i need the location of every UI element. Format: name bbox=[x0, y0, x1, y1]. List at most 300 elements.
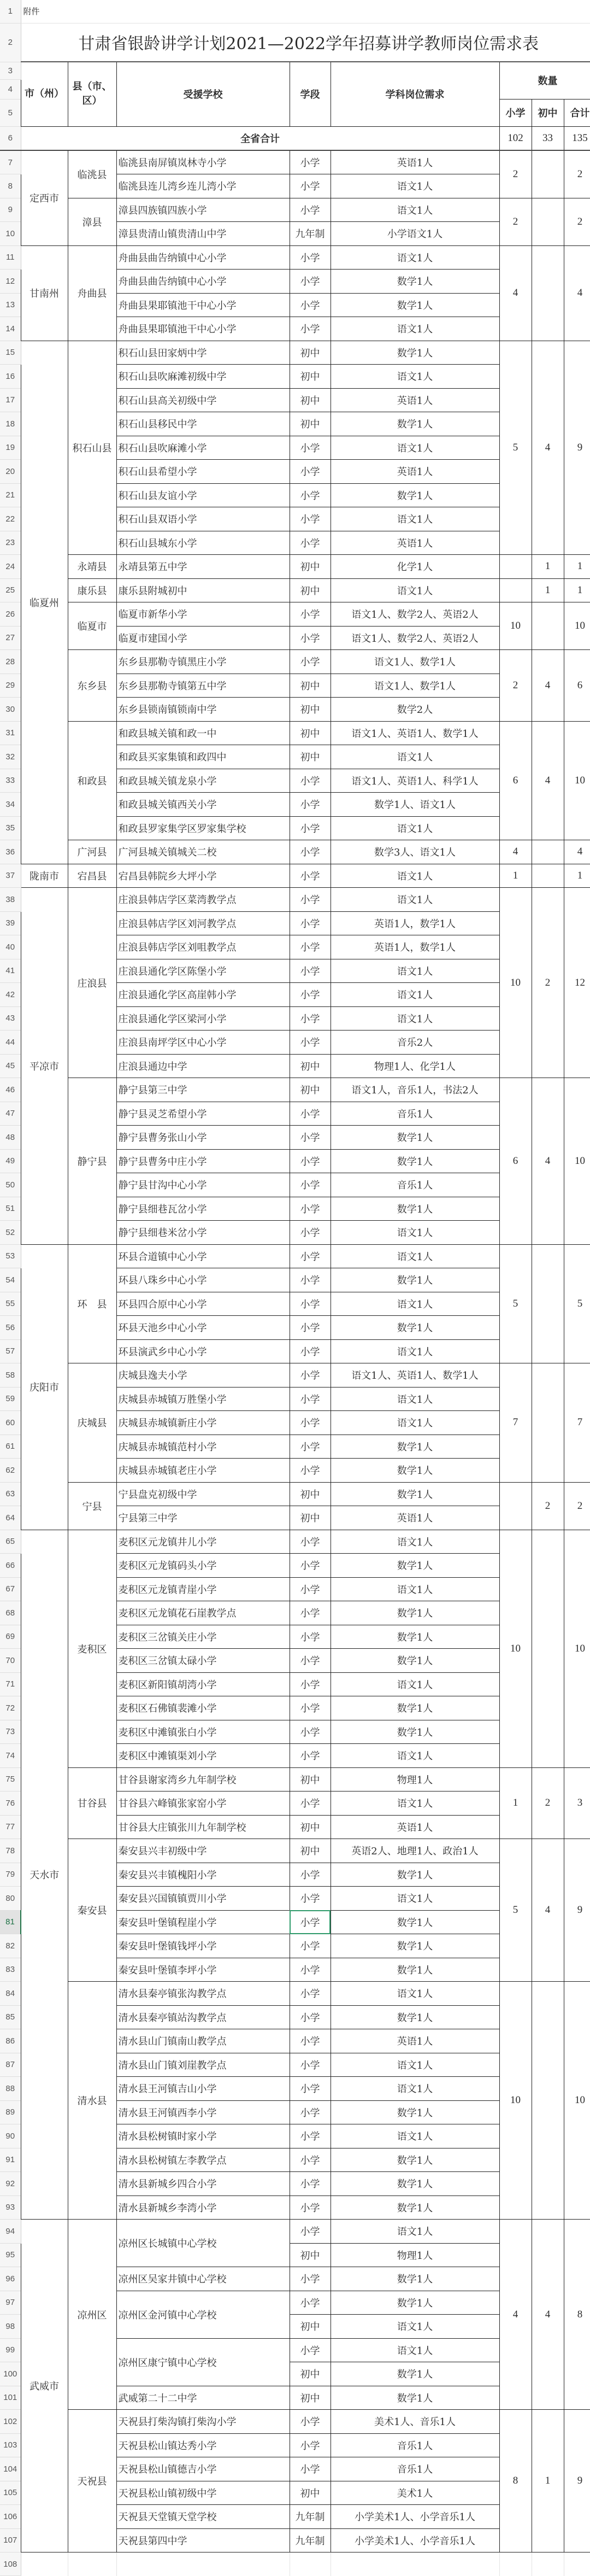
row-header[interactable]: 70 bbox=[0, 1649, 21, 1673]
need-cell[interactable]: 语文1人 bbox=[331, 2338, 499, 2362]
row-header[interactable]: 74 bbox=[0, 1744, 21, 1768]
need-cell[interactable]: 语文1人 bbox=[331, 436, 499, 460]
need-cell[interactable]: 语文1人 bbox=[331, 365, 499, 389]
total-count-cell[interactable]: 9 bbox=[564, 1839, 590, 1982]
school-cell[interactable]: 庆城县逸夫小学 bbox=[116, 1363, 290, 1387]
junior-count-cell[interactable]: 4 bbox=[532, 1839, 564, 1982]
stage-cell[interactable]: 小学 bbox=[290, 1268, 331, 1292]
row-header[interactable]: 21 bbox=[0, 483, 21, 507]
school-cell[interactable]: 静宁县第三中学 bbox=[116, 1078, 290, 1102]
row-header[interactable]: 27 bbox=[0, 626, 21, 650]
need-cell[interactable]: 语文1人 bbox=[331, 745, 499, 769]
need-cell[interactable]: 数学1人 bbox=[331, 1649, 499, 1673]
stage-cell[interactable]: 初中 bbox=[290, 2481, 331, 2505]
need-cell[interactable]: 美术1人 bbox=[331, 2481, 499, 2505]
stage-cell[interactable]: 小学 bbox=[290, 1863, 331, 1887]
school-cell[interactable]: 天祝县天堂镇天堂学校 bbox=[116, 2505, 290, 2529]
need-cell[interactable]: 语文1人 bbox=[331, 578, 499, 602]
row-header[interactable]: 53 bbox=[0, 1244, 21, 1268]
need-cell[interactable]: 数学1人 bbox=[331, 2386, 499, 2410]
school-cell[interactable]: 麦积区元龙镇码头小学 bbox=[116, 1554, 290, 1578]
school-cell[interactable]: 清水县松树镇左李教学点 bbox=[116, 2148, 290, 2172]
need-cell[interactable]: 音乐1人 bbox=[331, 2457, 499, 2481]
school-cell[interactable]: 清水县新城乡李湾小学 bbox=[116, 2196, 290, 2220]
total-count-cell[interactable]: 2 bbox=[564, 1482, 590, 1530]
need-cell[interactable]: 数学1人 bbox=[331, 1554, 499, 1578]
school-cell[interactable]: 秦安县叶堡镇程崖小学 bbox=[116, 1910, 290, 1934]
primary-count-cell[interactable] bbox=[499, 555, 532, 579]
row-header[interactable]: 72 bbox=[0, 1696, 21, 1720]
stage-cell[interactable]: 小学 bbox=[290, 1126, 331, 1150]
junior-count-cell[interactable] bbox=[532, 1244, 564, 1363]
stage-cell[interactable]: 小学 bbox=[290, 1363, 331, 1387]
province-total-junior[interactable]: 33 bbox=[532, 126, 564, 150]
school-cell[interactable]: 凉州区康宁镇中心学校 bbox=[116, 2338, 290, 2386]
need-cell[interactable]: 语文1人 bbox=[331, 864, 499, 888]
city-cell[interactable]: 武威市 bbox=[21, 2220, 68, 2552]
row-header[interactable]: 93 bbox=[0, 2196, 21, 2220]
need-cell[interactable]: 英语2人、地理1人、政治1人 bbox=[331, 1839, 499, 1863]
school-cell[interactable]: 麦积区中滩镇张白小学 bbox=[116, 1720, 290, 1744]
row-header[interactable]: 90 bbox=[0, 2124, 21, 2148]
school-cell[interactable]: 环县演武乡中心小学 bbox=[116, 1339, 290, 1363]
county-cell[interactable]: 庄浪县 bbox=[68, 888, 116, 1078]
need-cell[interactable]: 数学2人 bbox=[331, 698, 499, 722]
stage-cell[interactable]: 小学 bbox=[290, 1411, 331, 1435]
row-header[interactable]: 36 bbox=[0, 840, 21, 864]
row-header[interactable]: 3 bbox=[0, 62, 21, 79]
school-cell[interactable]: 天祝县松山镇达秀小学 bbox=[116, 2433, 290, 2457]
primary-count-cell[interactable]: 10 bbox=[499, 602, 532, 650]
row-header[interactable]: 33 bbox=[0, 769, 21, 793]
need-cell[interactable]: 语文1人 bbox=[331, 1006, 499, 1031]
total-count-cell[interactable]: 8 bbox=[564, 2220, 590, 2410]
stage-cell[interactable]: 小学 bbox=[290, 1720, 331, 1744]
need-cell[interactable]: 语文1人 bbox=[331, 1887, 499, 1911]
stage-cell[interactable]: 小学 bbox=[290, 436, 331, 460]
stage-cell[interactable]: 九年制 bbox=[290, 2505, 331, 2529]
county-cell[interactable]: 舟曲县 bbox=[68, 245, 116, 341]
junior-count-cell[interactable]: 1 bbox=[532, 2410, 564, 2552]
primary-count-cell[interactable]: 2 bbox=[499, 198, 532, 245]
stage-cell[interactable]: 初中 bbox=[290, 555, 331, 579]
county-cell[interactable]: 和政县 bbox=[68, 721, 116, 840]
school-cell[interactable]: 庄浪县通化学区高崖韩小学 bbox=[116, 983, 290, 1007]
row-header[interactable]: 84 bbox=[0, 1982, 21, 2006]
stage-cell[interactable]: 小学 bbox=[290, 2005, 331, 2029]
stage-cell[interactable]: 小学 bbox=[290, 1387, 331, 1411]
county-cell[interactable]: 天祝县 bbox=[68, 2410, 116, 2552]
stage-cell[interactable]: 小学 bbox=[290, 1672, 331, 1696]
province-total-primary[interactable]: 102 bbox=[499, 126, 532, 150]
stage-cell[interactable]: 小学 bbox=[290, 1554, 331, 1578]
stage-cell[interactable]: 小学 bbox=[290, 911, 331, 935]
school-cell[interactable]: 凉州区长城镇中心学校 bbox=[116, 2220, 290, 2267]
county-cell[interactable]: 清水县 bbox=[68, 1982, 116, 2220]
primary-count-cell[interactable]: 10 bbox=[499, 1530, 532, 1767]
school-cell[interactable]: 和政县罗家集学区罗家集学校 bbox=[116, 816, 290, 840]
need-cell[interactable]: 数学1人 bbox=[331, 1601, 499, 1625]
school-cell[interactable]: 秦安县叶堡镇钱坪小学 bbox=[116, 1934, 290, 1958]
empty-cell[interactable] bbox=[532, 2552, 564, 2576]
stage-cell[interactable]: 小学 bbox=[290, 2029, 331, 2053]
school-cell[interactable]: 东乡县那勒寺镇第五中学 bbox=[116, 674, 290, 698]
stage-cell[interactable]: 初中 bbox=[290, 745, 331, 769]
county-cell[interactable]: 凉州区 bbox=[68, 2220, 116, 2410]
row-header[interactable]: 75 bbox=[0, 1767, 21, 1792]
row-header[interactable]: 38 bbox=[0, 888, 21, 912]
school-cell[interactable]: 清水县秦亭镇张沟教学点 bbox=[116, 1982, 290, 2006]
header-junior[interactable]: 初中 bbox=[532, 99, 564, 126]
junior-count-cell[interactable] bbox=[532, 602, 564, 650]
stage-cell[interactable]: 小学 bbox=[290, 1958, 331, 1982]
row-header[interactable]: 23 bbox=[0, 531, 21, 555]
row-header[interactable]: 18 bbox=[0, 412, 21, 436]
school-cell[interactable]: 甘谷县谢家湾乡九年制学校 bbox=[116, 1767, 290, 1792]
need-cell[interactable]: 数学1人、语文1人 bbox=[331, 793, 499, 817]
stage-cell[interactable]: 小学 bbox=[290, 2433, 331, 2457]
need-cell[interactable]: 语文1人 bbox=[331, 1577, 499, 1601]
need-cell[interactable]: 数学1人 bbox=[331, 2196, 499, 2220]
total-count-cell[interactable]: 10 bbox=[564, 1530, 590, 1767]
school-cell[interactable]: 庆城县赤城镇老庄小学 bbox=[116, 1459, 290, 1483]
city-cell[interactable]: 甘南州 bbox=[21, 245, 68, 341]
need-cell[interactable]: 语文1人 bbox=[331, 2053, 499, 2077]
school-cell[interactable]: 清水县山门镇刘崖教学点 bbox=[116, 2053, 290, 2077]
need-cell[interactable]: 语文1人 bbox=[331, 198, 499, 222]
primary-count-cell[interactable]: 4 bbox=[499, 840, 532, 864]
school-cell[interactable]: 庄浪县通化学区陈堡小学 bbox=[116, 959, 290, 983]
total-count-cell[interactable]: 10 bbox=[564, 1078, 590, 1245]
school-cell[interactable]: 宁县第三中学 bbox=[116, 1506, 290, 1530]
county-cell[interactable]: 麦积区 bbox=[68, 1530, 116, 1767]
stage-cell[interactable]: 小学 bbox=[290, 769, 331, 793]
school-cell[interactable]: 天祝县打柴沟镇打柴沟小学 bbox=[116, 2410, 290, 2434]
school-cell[interactable]: 漳县贵清山镇贵清山中学 bbox=[116, 222, 290, 246]
county-cell[interactable]: 康乐县 bbox=[68, 578, 116, 602]
school-cell[interactable]: 静宁县甘沟中心小学 bbox=[116, 1173, 290, 1197]
need-cell[interactable]: 语文1人 bbox=[331, 1744, 499, 1768]
stage-cell[interactable]: 小学 bbox=[290, 1031, 331, 1055]
city-cell[interactable]: 定西市 bbox=[21, 150, 68, 245]
row-header[interactable]: 25 bbox=[0, 578, 21, 602]
school-cell[interactable]: 天祝县松山镇初级中学 bbox=[116, 2481, 290, 2505]
row-header[interactable]: 102 bbox=[0, 2410, 21, 2434]
junior-count-cell[interactable] bbox=[532, 198, 564, 245]
stage-cell[interactable]: 初中 bbox=[290, 2315, 331, 2339]
row-header[interactable]: 11 bbox=[0, 245, 21, 270]
header-school[interactable]: 受援学校 bbox=[116, 62, 290, 126]
need-cell[interactable]: 语文1人 bbox=[331, 959, 499, 983]
school-cell[interactable]: 麦积区三岔镇关庄小学 bbox=[116, 1625, 290, 1649]
school-cell[interactable]: 广河县城关镇城关二校 bbox=[116, 840, 290, 864]
primary-count-cell[interactable]: 10 bbox=[499, 888, 532, 1078]
primary-count-cell[interactable]: 2 bbox=[499, 150, 532, 198]
stage-cell[interactable]: 小学 bbox=[290, 1530, 331, 1554]
total-count-cell[interactable]: 4 bbox=[564, 245, 590, 341]
school-cell[interactable]: 麦积区中滩镇渠刘小学 bbox=[116, 1744, 290, 1768]
county-cell[interactable]: 漳县 bbox=[68, 198, 116, 245]
county-cell[interactable]: 环 县 bbox=[68, 1244, 116, 1363]
row-header[interactable]: 48 bbox=[0, 1126, 21, 1150]
need-cell[interactable]: 英语1人，数学1人 bbox=[331, 935, 499, 959]
school-cell[interactable]: 静宁县细巷瓦岔小学 bbox=[116, 1197, 290, 1221]
row-header[interactable]: 30 bbox=[0, 698, 21, 722]
county-cell[interactable]: 临夏市 bbox=[68, 602, 116, 650]
need-cell[interactable]: 语文1人 bbox=[331, 1221, 499, 1245]
stage-cell[interactable]: 初中 bbox=[290, 1078, 331, 1102]
school-cell[interactable]: 清水县松树镇时家小学 bbox=[116, 2124, 290, 2148]
row-header[interactable]: 49 bbox=[0, 1149, 21, 1173]
stage-cell[interactable]: 小学 bbox=[290, 626, 331, 650]
row-header[interactable]: 88 bbox=[0, 2077, 21, 2101]
row-header[interactable]: 66 bbox=[0, 1554, 21, 1578]
primary-count-cell[interactable]: 4 bbox=[499, 245, 532, 341]
row-header[interactable]: 19 bbox=[0, 436, 21, 460]
school-cell[interactable]: 武威第二十二中学 bbox=[116, 2386, 290, 2410]
row-header[interactable]: 67 bbox=[0, 1577, 21, 1601]
stage-cell[interactable]: 小学 bbox=[290, 1149, 331, 1173]
school-cell[interactable]: 环县天池乡中心小学 bbox=[116, 1316, 290, 1340]
school-cell[interactable]: 庄浪县韩店学区菜湾教学点 bbox=[116, 888, 290, 912]
stage-cell[interactable]: 小学 bbox=[290, 1649, 331, 1673]
total-count-cell[interactable]: 3 bbox=[564, 1767, 590, 1839]
school-cell[interactable]: 和政县城关镇和政一中 bbox=[116, 721, 290, 745]
school-cell[interactable]: 庄浪县通化学区梁河小学 bbox=[116, 1006, 290, 1031]
row-header[interactable]: 97 bbox=[0, 2291, 21, 2315]
need-cell[interactable]: 数学1人 bbox=[331, 1197, 499, 1221]
row-header[interactable]: 80 bbox=[0, 1887, 21, 1911]
need-cell[interactable]: 物理1人 bbox=[331, 1767, 499, 1792]
row-header[interactable]: 31 bbox=[0, 721, 21, 745]
school-cell[interactable]: 积石山县吹麻滩初级中学 bbox=[116, 365, 290, 389]
school-cell[interactable]: 甘谷县六峰镇张家窑小学 bbox=[116, 1792, 290, 1816]
stage-cell[interactable]: 小学 bbox=[290, 1625, 331, 1649]
empty-cell[interactable] bbox=[564, 2552, 590, 2576]
need-cell[interactable]: 数学1人 bbox=[331, 1863, 499, 1887]
stage-cell[interactable]: 小学 bbox=[290, 174, 331, 198]
stage-cell[interactable]: 小学 bbox=[290, 245, 331, 270]
need-cell[interactable]: 英语1人 bbox=[331, 531, 499, 555]
row-header[interactable]: 105 bbox=[0, 2481, 21, 2505]
row-header[interactable]: 35 bbox=[0, 816, 21, 840]
need-cell[interactable]: 数学1人 bbox=[331, 1459, 499, 1483]
stage-cell[interactable]: 小学 bbox=[290, 1221, 331, 1245]
total-count-cell[interactable]: 12 bbox=[564, 888, 590, 1078]
school-cell[interactable]: 和政县买家集镇和政四中 bbox=[116, 745, 290, 769]
row-header[interactable]: 22 bbox=[0, 507, 21, 531]
header-quantity[interactable]: 数量 bbox=[499, 62, 590, 99]
school-cell[interactable]: 环县八珠乡中心小学 bbox=[116, 1268, 290, 1292]
row-header[interactable]: 10 bbox=[0, 222, 21, 246]
school-cell[interactable]: 清水县秦亭镇站沟教学点 bbox=[116, 2005, 290, 2029]
school-cell[interactable]: 麦积区元龙镇花石崖教学点 bbox=[116, 1601, 290, 1625]
stage-cell[interactable]: 小学 bbox=[290, 2148, 331, 2172]
need-cell[interactable]: 语文1人 bbox=[331, 1411, 499, 1435]
primary-count-cell[interactable]: 10 bbox=[499, 1982, 532, 2220]
junior-count-cell[interactable] bbox=[532, 864, 564, 888]
primary-count-cell[interactable]: 5 bbox=[499, 341, 532, 555]
need-cell[interactable]: 数学1人 bbox=[331, 1126, 499, 1150]
need-cell[interactable]: 数学1人 bbox=[331, 412, 499, 436]
stage-cell[interactable]: 小学 bbox=[290, 816, 331, 840]
school-cell[interactable]: 麦积区元龙镇井儿小学 bbox=[116, 1530, 290, 1554]
row-header[interactable]: 69 bbox=[0, 1625, 21, 1649]
school-cell[interactable]: 秦安县兴丰初级中学 bbox=[116, 1839, 290, 1863]
stage-cell[interactable]: 初中 bbox=[290, 698, 331, 722]
row-header[interactable]: 65 bbox=[0, 1530, 21, 1554]
row-header[interactable]: 41 bbox=[0, 959, 21, 983]
row-header[interactable]: 1 bbox=[0, 0, 21, 23]
row-header[interactable]: 42 bbox=[0, 983, 21, 1007]
school-cell[interactable]: 和政县城关镇龙泉小学 bbox=[116, 769, 290, 793]
stage-cell[interactable]: 九年制 bbox=[290, 2528, 331, 2552]
stage-cell[interactable]: 初中 bbox=[290, 721, 331, 745]
school-cell[interactable]: 和政县城关镇西关小学 bbox=[116, 793, 290, 817]
stage-cell[interactable]: 小学 bbox=[290, 293, 331, 317]
row-header[interactable]: 2 bbox=[0, 23, 21, 62]
primary-count-cell[interactable]: 8 bbox=[499, 2410, 532, 2552]
stage-cell[interactable]: 小学 bbox=[290, 1435, 331, 1459]
stage-cell[interactable]: 小学 bbox=[290, 2053, 331, 2077]
row-header[interactable]: 103 bbox=[0, 2433, 21, 2457]
junior-count-cell[interactable] bbox=[532, 1982, 564, 2220]
row-header[interactable]: 77 bbox=[0, 1815, 21, 1839]
need-cell[interactable]: 语文1人 bbox=[331, 507, 499, 531]
need-cell[interactable]: 语文1人，音乐1人，书法2人 bbox=[331, 1078, 499, 1102]
need-cell[interactable]: 数学1人 bbox=[331, 1268, 499, 1292]
need-cell[interactable]: 小学美术1人、小学音乐1人 bbox=[331, 2505, 499, 2529]
row-header[interactable]: 60 bbox=[0, 1411, 21, 1435]
need-cell[interactable]: 语文1人 bbox=[331, 1982, 499, 2006]
school-cell[interactable]: 静宁县曹务张山小学 bbox=[116, 1126, 290, 1150]
school-cell[interactable]: 积石山县友谊小学 bbox=[116, 483, 290, 507]
stage-cell[interactable]: 小学 bbox=[290, 2220, 331, 2244]
need-cell[interactable]: 数学1人 bbox=[331, 1625, 499, 1649]
stage-cell[interactable]: 小学 bbox=[290, 1982, 331, 2006]
need-cell[interactable]: 数学1人 bbox=[331, 1934, 499, 1958]
row-header[interactable]: 89 bbox=[0, 2100, 21, 2124]
school-cell[interactable]: 环县合道镇中心小学 bbox=[116, 1244, 290, 1268]
need-cell[interactable]: 英语1人 bbox=[331, 1815, 499, 1839]
stage-cell[interactable]: 小学 bbox=[290, 198, 331, 222]
row-header[interactable]: 104 bbox=[0, 2457, 21, 2481]
stage-cell[interactable]: 初中 bbox=[290, 578, 331, 602]
need-cell[interactable]: 语文1人 bbox=[331, 2315, 499, 2339]
school-cell[interactable]: 积石山县希望小学 bbox=[116, 460, 290, 484]
header-county[interactable]: 县（市、区） bbox=[68, 62, 116, 126]
school-cell[interactable]: 庄浪县韩店学区刘河教学点 bbox=[116, 911, 290, 935]
stage-cell[interactable]: 小学 bbox=[290, 1696, 331, 1720]
city-cell[interactable]: 陇南市 bbox=[21, 864, 68, 888]
row-header[interactable]: 51 bbox=[0, 1197, 21, 1221]
school-cell[interactable]: 庆城县赤城镇范村小学 bbox=[116, 1435, 290, 1459]
row-header[interactable]: 64 bbox=[0, 1506, 21, 1530]
school-cell[interactable]: 积石山县高关初级中学 bbox=[116, 388, 290, 412]
need-cell[interactable]: 数学3人、语文1人 bbox=[331, 840, 499, 864]
need-cell[interactable]: 数学1人 bbox=[331, 1149, 499, 1173]
stage-cell[interactable]: 小学 bbox=[290, 2267, 331, 2291]
header-total[interactable]: 合计 bbox=[564, 99, 590, 126]
county-cell[interactable]: 积石山县 bbox=[68, 341, 116, 555]
need-cell[interactable]: 音乐1人 bbox=[331, 2433, 499, 2457]
row-header[interactable]: 63 bbox=[0, 1482, 21, 1506]
stage-cell[interactable]: 小学 bbox=[290, 1601, 331, 1625]
empty-cell[interactable] bbox=[499, 2552, 532, 2576]
need-cell[interactable]: 数学1人 bbox=[331, 1958, 499, 1982]
row-header[interactable]: 61 bbox=[0, 1435, 21, 1459]
need-cell[interactable]: 语文1人、数学2人、英语2人 bbox=[331, 626, 499, 650]
county-cell[interactable]: 静宁县 bbox=[68, 1078, 116, 1245]
stage-cell[interactable]: 小学 bbox=[290, 2124, 331, 2148]
row-header[interactable]: 14 bbox=[0, 317, 21, 341]
header-need[interactable]: 学科岗位需求 bbox=[331, 62, 499, 126]
row-header[interactable]: 87 bbox=[0, 2053, 21, 2077]
row-header[interactable]: 50 bbox=[0, 1173, 21, 1197]
total-count-cell[interactable]: 5 bbox=[564, 1244, 590, 1363]
junior-count-cell[interactable]: 1 bbox=[532, 578, 564, 602]
county-cell[interactable]: 广河县 bbox=[68, 840, 116, 864]
stage-cell[interactable]: 初中 bbox=[290, 365, 331, 389]
county-cell[interactable]: 宁县 bbox=[68, 1482, 116, 1530]
row-header[interactable]: 76 bbox=[0, 1792, 21, 1816]
need-cell[interactable]: 数学1人 bbox=[331, 2172, 499, 2196]
header-primary[interactable]: 小学 bbox=[499, 99, 532, 126]
school-cell[interactable]: 清水县王河镇西李小学 bbox=[116, 2100, 290, 2124]
row-header[interactable]: 5 bbox=[0, 99, 21, 126]
stage-cell[interactable]: 初中 bbox=[290, 2243, 331, 2267]
stage-cell[interactable]: 小学 bbox=[290, 150, 331, 174]
stage-cell[interactable]: 小学 bbox=[290, 983, 331, 1007]
stage-cell[interactable]: 小学 bbox=[290, 460, 331, 484]
need-cell[interactable]: 数学1人 bbox=[331, 1910, 499, 1934]
junior-count-cell[interactable]: 1 bbox=[532, 555, 564, 579]
selected-stage-cell[interactable]: 小学 bbox=[290, 1910, 331, 1934]
row-header[interactable]: 86 bbox=[0, 2029, 21, 2053]
row-header[interactable]: 52 bbox=[0, 1221, 21, 1245]
need-cell[interactable]: 数学1人 bbox=[331, 2148, 499, 2172]
school-cell[interactable]: 东乡县锁南镇锁南中学 bbox=[116, 698, 290, 722]
row-header[interactable]: 85 bbox=[0, 2005, 21, 2029]
need-cell[interactable]: 英语1人 bbox=[331, 2029, 499, 2053]
row-header[interactable]: 79 bbox=[0, 1863, 21, 1887]
school-cell[interactable]: 天祝县第四中学 bbox=[116, 2528, 290, 2552]
need-cell[interactable]: 数学1人 bbox=[331, 1720, 499, 1744]
stage-cell[interactable]: 小学 bbox=[290, 1339, 331, 1363]
need-cell[interactable]: 小学美术1人、小学音乐1人 bbox=[331, 2528, 499, 2552]
need-cell[interactable]: 语文1人 bbox=[331, 174, 499, 198]
need-cell[interactable]: 语文1人、英语1人、数学1人 bbox=[331, 1363, 499, 1387]
need-cell[interactable]: 数学1人 bbox=[331, 483, 499, 507]
need-cell[interactable]: 英语1人，数学1人 bbox=[331, 911, 499, 935]
school-cell[interactable]: 临夏市新华小学 bbox=[116, 602, 290, 627]
junior-count-cell[interactable] bbox=[532, 245, 564, 341]
row-header[interactable]: 108 bbox=[0, 2552, 21, 2576]
need-cell[interactable]: 语文1人、英语1人、科学1人 bbox=[331, 769, 499, 793]
need-cell[interactable]: 数学1人 bbox=[331, 2100, 499, 2124]
need-cell[interactable]: 语文1人、数学1人 bbox=[331, 650, 499, 674]
total-count-cell[interactable]: 9 bbox=[564, 2410, 590, 2552]
stage-cell[interactable]: 小学 bbox=[290, 2077, 331, 2101]
total-count-cell[interactable]: 10 bbox=[564, 1982, 590, 2220]
row-header[interactable]: 106 bbox=[0, 2505, 21, 2529]
total-count-cell[interactable]: 7 bbox=[564, 1363, 590, 1483]
primary-count-cell[interactable]: 5 bbox=[499, 1244, 532, 1363]
need-cell[interactable]: 数学1人 bbox=[331, 293, 499, 317]
city-cell[interactable]: 平凉市 bbox=[21, 888, 68, 1245]
stage-cell[interactable]: 小学 bbox=[290, 1459, 331, 1483]
stage-cell[interactable]: 小学 bbox=[290, 2291, 331, 2315]
